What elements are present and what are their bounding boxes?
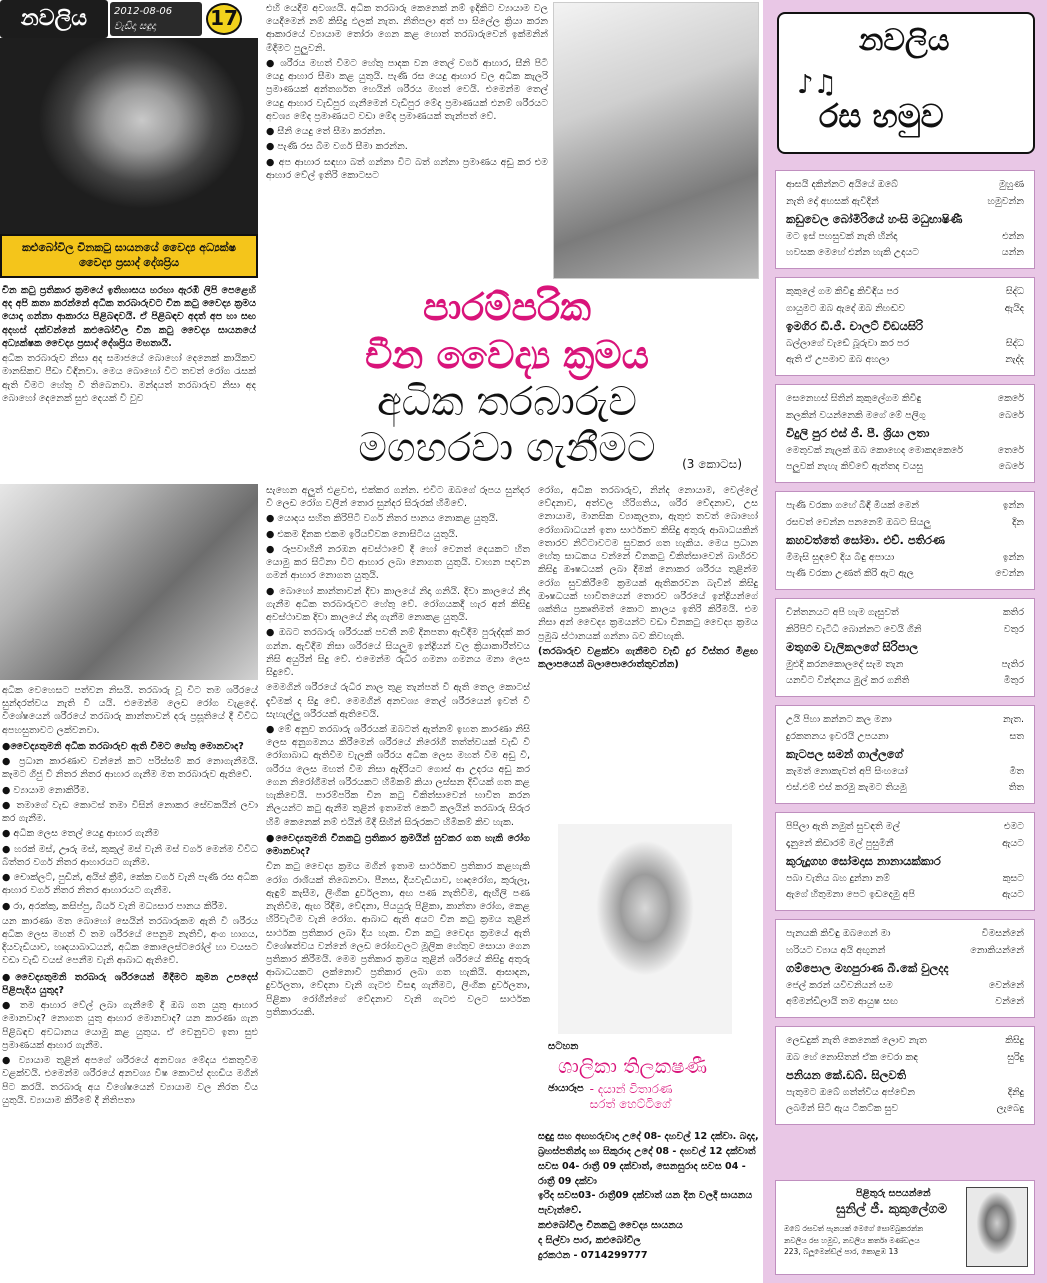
poem-line-rhyme: බෙරේ [998,461,1024,473]
paragraph: එහි යෙදීම අවශ්‍යයි. අධික තරබාරු කෙනෙක් නම් ඉදිකිට ව්‍යායාම වල යෙදීමෙන් නම් කිසිදු ඵලක් නැත. නිතිපලා අත් පා සිලේල ක්‍රියා කරන ආකාරයේ ව්‍යායාම තෝරා ගෙන කළ හොත් තරබාරුවෙන් ඉක්මනින් මිදීමට පුලුවනි. [266,3,548,54]
poem-line-text: දෑනුනේ කිඩාරම් මල් පුසුමිනී [786,837,894,849]
poem-line [786,352,1024,369]
paragraph: ● රූපවාහිනී නරඹන අවස්ථාවේ දී හෝ වෙනත් දෙයකට හිත යොමු කර සිටිනා විට ආහාර ලබා නොගත යුතුයි. වාහන පදවන ගමන් ආහාර නොගත යුතුයි. [266,543,530,582]
poem-line-text: කැමත් නොකැවත් අපි සිංහයෝ [786,765,908,777]
poem-line-rhyme: සුරිදු [1007,1051,1024,1063]
poem-line [786,994,1024,1011]
poem-line [786,780,1024,797]
poem-line-rhyme: නැත. [1002,714,1024,725]
info-line: කළුබෝවිල චීනකටු වෛද්‍ය සායනය [538,1220,683,1232]
column-c [538,484,758,820]
poem-line-rhyme: සත [1009,730,1024,742]
poem-line-text: පබා වැතිය බහ දුන්නා නම් [786,872,891,884]
poem-line-text: යනවිට වින්දනය මුල් කර ගනිති [786,675,910,687]
poem-line-text: පැණි වරකා උණත් කිරි ඇට ඇල [786,568,914,580]
poem-line [786,498,1024,515]
poem-line-rhyme: නොකියන්නේ [970,944,1024,956]
poem-line-rhyme: හමුවන්න [987,195,1024,207]
paragraph: ●වෛද්‍යතුමනි අධික තරබාරුව ඇති වීමට හේතු මොනවාද? [2,740,244,752]
column-b [266,484,530,1281]
poem-line-rhyme: ඉන්න [1002,551,1024,563]
poem-line-rhyme: මිතුර [1003,675,1024,687]
poem-box [775,170,1035,269]
poem-line [786,712,1024,729]
poem-line-text: ඔබ හේ නොසිතන් ඒක වෙරා කඳ [786,1051,918,1063]
issue-date: 2012-08-06 [114,6,173,17]
poem-line-text: අම්මන්ඩිලායි තම ආයුෂ සඟ [786,996,898,1008]
poem-line-text: ඇගේ හිතුමනා පෙට ඉඩදෙමු අපි [786,889,915,901]
poem-line-rhyme: බෙරේ [998,409,1024,421]
poem-line-rhyme: තිත [1008,782,1024,794]
poem-line-rhyme: ඇයිද [1004,302,1024,314]
poem-line-rhyme: එමට [1003,821,1024,832]
poem-line-text: කිරිපිට් වැටිධි බොන්නට වෙයි ගිනි [786,623,922,635]
poem-line-rhyme: විමසන්නේ [981,928,1024,939]
logo-bottom-text: රස හමුව [819,97,944,135]
credits [548,1040,758,1124]
poem-box [775,705,1035,804]
paragraph: ● ව්‍යායාම තුළින් අපගේ ශරීරයේ අනවශ්‍ය මේදය එකතුවීම වළක්වයි. එමෙන්ම ශරීරයේ අනවශ්‍ය විෂ කොටස් දහඩිය මගින් පිට කරයි. තරබාරු අය විශේෂයෙන් ව්‍යායාම වල නිරත විය යුතුයි. ව්‍යායාම කිරීමේ දී නිතිපතා [2,1055,258,1106]
poem-line-text: එස්.එම් එස් කරමු කැමට තියමු [786,782,907,794]
paragraph: ● තම ආහාර වේල් ලබා ගැනීමේ දී ඔබ ගත යුතු ආහාර මොනවාද? නොගත යුතු ආහාර මොනවාද? යන කාරණා ගැන පිළිබඳව අවධානය යොමු කළ යුතුය. ඒ වෙනුවට ඉතා සුළු ප්‍රමාණයක් ආහාර ගැනීම. [2,1000,258,1051]
author-photo [966,1187,1028,1267]
sign-label: පිළිතුරු සපයන්නේ [856,1188,931,1199]
headline [262,283,752,483]
poem-line [786,391,1024,408]
poem-line [786,887,1024,904]
paragraph: මෙමගින් ශරීරයේ රුධිර නාල තුළ තැන්පත් වී ඇති තෙල කොටස් දැවීමක් ද සිදු වේ. මෙමගින් අනවශ්‍ය තෙල් ශරීරයෙන් ඉවත් වී සැහැල්ලු ශරීරයක් ඇතිවෙයි. [266,682,530,720]
paragraph: ● එකම දිනක එකම ඉරියව්වක නොසිටිය යුතුයි. [266,528,458,540]
poem-line [786,1085,1024,1102]
poem-line-rhyme: සිද්ධ [1005,286,1024,297]
poem-line [786,978,1024,995]
poem-line [786,459,1024,476]
issue-day: වැඩිදා සඳුදා [114,21,156,32]
headline-line-1: පාරම්පරික [422,285,592,329]
poem-line-rhyme: සිද්ධ [1005,337,1024,349]
poem-line-text: දුරකතනය ඉවරයි උපයනා [786,730,889,742]
poem-line-text: උයි පිහා කන්නට කල මනා [786,714,892,725]
poem-author: කහවත්තේ සෝමා. එච්. පතිරණ [786,533,945,548]
paragraph: යන කාරණා මත බොහෝ සෙයින් තරබාරුකම ඇති වී ශරීරය අධික ලෙස මහත් වී තම ශරීරයේ පෙනුම නැතිවී, අංග හාගය, දියවැඩියාව, හෘදයාබාධයන්, අධික කොලෙස්ටරෝල් හා වයසට වඩා වැඩි වයස් පෙනීම වැනි ආබාධ ඇතිවේ. [2,915,258,967]
signature-box [775,1180,1035,1275]
group-photo [0,484,258,680]
paragraph: ● යොදය සහිත කිරිපිටි වර්ග නිතර පානය නොකළ යුතුයි. [266,513,499,525]
paragraph: ● අධික ලෙස තෙල් යෙදු ආහාර ගැනීම [2,828,160,840]
poem-line [786,943,1024,960]
paragraph: ●වෛද්‍යතුමනි චීනකටු ප්‍රතිකාර ක්‍රමයින් සුවකර ගත හැකි රෝග මොනවාද? [266,832,530,858]
poem-author: ඉමගිර ඩී.ජී. චාලට් විඩයසිරි [786,319,924,334]
headline-line-2: චීන වෛද්‍ය ක්‍රමය [365,333,649,377]
poem-line-text: පිපිලා ඇති නමුත් සුවඳති මල් [786,821,900,832]
paragraph: (තරබාරුව වළක්වා ගැනීමට වැඩි දුර විස්තර මීළඟ කලාපයෙන් බලාපොරොත්තුවන්න) [538,645,758,671]
poem-line [786,284,1024,301]
paragraph: ● පැණි රස බීම වර්ග සීමා කරන්න. [266,141,408,153]
poem-line [786,605,1024,622]
paragraph: ● හරක් මස්, ඌරු මස්, කුකුල් මස් වැනි මස් වර්ග මෙන්ම විවිධ බිත්තර වර්ග නිතර ආහාරයට ගැනීම. [2,843,258,868]
poem-line [786,443,1024,460]
poem-line-rhyme: මුහුණ [999,179,1024,190]
logo-top-text: නවලිය [859,23,950,58]
poem-line-text: පැනයකි කිවිඳු ඔබගෙන් මා [786,928,891,939]
poem-line-text: කලකින් වයන්නෙකි මගේ මේ පලිගු [786,409,926,421]
paragraph: ●වෛද්‍යතුමනි තරබාරු ශරීරයෙන් මිදීමට කුමන උපදෙස් පිළිපැදිය යුතුද? [2,971,258,996]
poem-box [775,277,1035,376]
poem-line-text: මීමැසි සුඳවේ දිය බිඳු අපායා [786,551,895,563]
poem-line [786,871,1024,888]
poem-line-rhyme: එන්න [1002,230,1024,242]
poem-line-text: මෙතුවක් නැලක් ඔබ කොහෙද මොකදකෙරේ [786,444,964,456]
poem-line [786,177,1024,194]
headline-line-3: අධික තරබාරුව [376,379,638,425]
poem-line [786,301,1024,318]
date-box [110,2,202,36]
poem-author: කඩුවෙල බෝමිරියේ හංසි මධුභාෂිණී [786,212,963,227]
doctor-caption: කළුබෝවිල චීනකටු සායනයේ වෛද්‍ය අධ්‍යක්ෂ වෛද්‍ය ප්‍රසාද් දේශප්‍රිය [0,234,258,278]
poem-line-text: කුකුලේ ගම කිවිඳු කිවිඳිය පර [786,286,899,297]
editor-label: සටහන [548,1041,579,1052]
poem-line [786,515,1024,532]
poem-line-text: පලුවක් නැහැ කිව්වේ ඇත්තද වයසු [786,461,924,473]
doctor-portrait-photo [0,38,258,234]
paragraph: ● මේ අනුව තරබාරු ශරීරයක් ඔබටත් ඇත්නම් ඉහත කාරණා නිසි ලෙස අනුගමනය කිරීමෙන් ශරීරයේ නිරෝගී තත්ත්වයක් වැඩි වී රෝගාබාධ ඇතිවීම වැලකී ශරීරය අධික ලෙස මහත් වීම අඩු වී, ශරීරය ලෙස මහත් වීම නිසා ඇදිරියට ගොස් ආ උදරය අඩු කර ගෙන නිරෝගීමත් ශරීරයකට හිමිකම් කියා ලස්සන දිවියක් ගත කළ හැකිවෙයි. පාරම්පරික චීන කටු චිකිත්සාවෙන් භාවිත කරන නිලයන්ට කටු ඇනීම තුළින් ඉතාමත් කෙටි කලයින් තරබාරු සිරුර හිමි කෙනෙක් නම් එයින් මිදී සිහින් සිරුරකට හිමිකම් කිව හැක. [266,723,530,828]
paragraph: ● බොහෝ කාන්තාවන් දිවා කාලයේ නිදා ගනියි. දිවා කාලයේ නිදා ගැනීම අධික තරබාරුවට හේතු වේ. රෝගයකදී හැර අන් කිසිදු අවස්ථාවක දිවා කාලයේ නිදා ගැනීම නොකළ යුතුයි. [266,585,530,624]
info-line: දුරකථන - 0714299777 [538,1249,648,1261]
poem-line-text: හවසක මෙහේ එන්න හැකි උදයට [786,247,920,259]
editor-name: ශාලිකා තිලකෂණී [558,1053,708,1078]
paragraph: රෝග, අධික තරබාරුව, නින්ද නොයාම, වෙල්ලේ වේදනාව, අත්වල හිරිගතිය, ශරීර වේදනාව, උස නොයාම, මානසික ව්‍යාකූලතා, ඇතුළු තවත් බොහෝ රෝගාබාධයන් ඉතා සාර්ථකව කිසිදු අතුරු ආබාධයකින් තොරව නිට්ටාවටම සුවකර ගත හැකිය. මෙය ප්‍රධාන හේතු සාධකය වන්නේ චීනකටු චිකිත්සාවෙන් බාහිරව කිසිදු ඖෂධයක් ලබා දීමක් නොකර ශරීරය තුළින්ම රෝග සුවකිරීමේ ක්‍රමයක් ඇතිකරවන බැවින් කිසිදු ඖෂධයක් භාවිතයෙන් තොරව ශරීරයේ ඉන්ද්‍රියන්ගේ ශක්තිය ප්‍රකෘතිමත් කොට කාලය ඉතිරි කිරීමයි. එම නිසා අන් වෛද්‍ය ක්‍රමයන්ට වඩා චීනකටු වෛද්‍ය ක්‍රමය ප්‍රමුඛ ස්ථානයක් ගන්නා බව කිවහැකි. [538,485,758,642]
paragraph: ● රා, අරක්කු, කසිප්පු, බියර් වැනි මධ්‍යසාර පානය කිරීම. [2,900,228,912]
poem-line-rhyme: ඇයට [1002,837,1024,849]
poem-line-text: රසවත් වෙන්න පනනෙම් ඔබට සියලු [786,516,931,528]
paragraph: ● චොක්ලට්, පුඩින්, අයිස් ක්‍රීම්, කේක වර්ග වැනි පැණි රස අධික ආහාර වර්ග නිතර නිතර ආහාරයට ගැනීම. [2,872,258,897]
poem-line [786,657,1024,674]
poem-line-rhyme: යන්න [1001,247,1024,259]
poem-line-rhyme: මිත [1009,765,1024,777]
poem-line-rhyme: නැද්ද [1005,354,1024,366]
poem-line-text: ලෙඩදුක් නැති කෙනෙක් ලොව නැත [786,1035,927,1046]
paragraph: ● ප්‍රධාන කාරණාව වන්නේ කට පරිස්සම් කර නොගැනීමයි. කෑමට ගිජු වී නිතර නිතර ආහාර ගැනීම මත තරබාරුව ඇතිවේ. [2,756,258,781]
poem-line-rhyme: වෙන්න [995,568,1024,580]
poem-line [786,336,1024,353]
poem-author: කැටපල සමන් ගාල්ලගේ [786,747,903,762]
photo-label: ඡායාරූප [548,1082,584,1094]
poem-line-rhyme: වන්නේ [995,996,1024,1008]
poem-line-rhyme: ඉන්න [1002,500,1024,511]
poem-line-text: පැතුමට ඔබේ ගත්ත්විය අප්වේන [786,1086,915,1098]
info-line: ද සිල්වා පාර, කළුබෝවිල [538,1235,641,1247]
poem-line [786,1101,1024,1118]
poem-line-text: ආසයි දකින්නට අයියේ ඔබේ [786,179,898,190]
info-line: සඳුදු සහ අඟහරුවාදා උදේ 08- දහවල් 12 දක්වා. බදාද, බ්‍රහස්පතින්දා හා සිකුරාද උදේ 08 - දහවල් 12 දක්වාත් සවස 04- රාත්‍රී 09 දක්වාත්, සෙනසුරාද සවස 04 - රාත්‍රී 09 දක්වා [538,1131,759,1187]
music-notes-icon: ♪♫ [797,70,837,100]
poem-line [786,550,1024,567]
poem-box [775,1026,1035,1125]
poem-line-text: මට ඉස් පහසුවක් නැති හින්දා [786,230,898,242]
poem-author: ගම්පොල මහපුරාණ බී.කේ වුලදද [786,961,949,976]
poem-box [775,812,1035,911]
paragraph: අධික වෙහෙසට පත්වන නිසයි. තරබාරු වූ විට තම ශරීරයේ සුන්දරත්වය නැති වී යයි. එමෙන්ම ලෙඩ රෝග වැළදේ. විශේෂයෙන් ශරීරයේ තරබාරු කාන්තාවන් දරු ප්‍රසූතියේ දී විවිධ අපහසුතාවට ලක්වනවා. [2,685,258,736]
paragraph: අධික තරබාරුව නිසා අද සමාජයේ බොහෝ දෙනෙක් කායිකව මානසිකව පීඩා විඳිනවා. මෙය බොහෝ විට තවත් රෝග රැසක් ඇති වීමට හේතු වී තිබෙනවා. මන්දයත් තරබාරුව නිසා අද බොහෝ දෙනෙක් සුළු දෙයක් වී වුව [2,353,256,404]
poem-line-rhyme: වෙන්නේ [988,979,1024,991]
model-photo [558,824,732,1034]
poem-line-text: සෙනෙහස් සිතින් කුකුලේගම කිවිඳු [786,393,922,404]
poem-line [786,229,1024,246]
poem-line-text: මුළුදි කරනකොලදේ සැම තැන [786,658,904,670]
poem-line-text: පැණි වරකා ගහේ බිඳී මියක් මෙන් [786,500,920,511]
poem-line [786,245,1024,262]
poem-line-rhyme: කුසට [1002,872,1024,884]
sign-name: සුනිල් ජී. කුකුලේගම [836,1202,948,1217]
poem-line-text: චින්තනයට අපි හැම ගැසුවත් [786,607,899,618]
poem-line [786,622,1024,639]
headline-line-4: මගහරවා ගැනීමට [358,425,656,471]
paragraph: ● අප ආහාර සඳහා බත් ගන්නා විට බත් ගන්නා ප්‍රමාණය අඩු කර එම ආහාර වේල් ඉතිරි කොටසට [266,156,548,181]
column-left-bottom [2,684,258,1281]
right-panel [763,0,1047,1283]
paragraph: ● ඔබට තරබාරු ශරීරයක් පවතී නම් දිනපතා ඇවිදීම පුරුද්දක් කර ගන්න. ඇවිදීම නිසා ශරීරයේ සියලුම ඉන්ද්‍රියන් වල ක්‍රියාකාරීත්වය නිසි අයුරින් සිදු වේ. එමෙන්ම රුධිර ගමනා ගමනය මනා ලෙස සිදුවේ. [266,627,530,679]
poem-box [775,384,1035,483]
poem-line-rhyme: වතුර [1003,623,1024,635]
paragraph: ● තමාගේ වැඩ කොටස් තමා විසින් නොකර සේවකයින් ලවා කර ගැනීම. [2,799,258,825]
paragraph: ● ශරීරය මහත් වීමට හේතු පාදක වන තෙල් වර්ග ආහාර, සීනි පිටි යෙදු ආහාර සීමා කළ යුතුයි. පැණි රස යෙදු ආහාර වල අධික කැලරි ප්‍රමාණයක් අන්තර්ගත හෙයින් ශරීරය මහත් වෙයි. එමෙන්ම තෙල් යෙදු ආහාර වැඩිපුර ගැනීමෙන් වැඩිපුර මේද ප්‍රමාණයක් එනම් ශරීරයට අවශ්‍ය මේද ප්‍රමාණයට වඩා මේද ප්‍රමාණයක් තැන්පත් වේ. [266,57,548,122]
masthead [0,0,258,38]
poem-line-text: හරියට ව්‍යාය අයි අඟුනන් [786,944,886,956]
poem-line [786,408,1024,425]
info-line: ඉරිද සවස03- රාත්‍රී09 දක්වාත් යන දින වලදී සායනය පැවැත්වේ. [538,1190,753,1217]
poem-box [775,919,1035,1018]
poem-box [775,598,1035,697]
poem-line [786,729,1024,746]
poem-line-text: ඇති ඒ උපමාව ඔබ අහලා [786,354,890,366]
poem-line-rhyme: දිනිදු [1007,1086,1024,1098]
poem-box [775,491,1035,590]
poem-line-rhyme: කෙරේ [997,393,1024,404]
paragraph: ● සීනි යෙදු තේ සීමා කරන්න. [266,126,386,138]
poem-line [786,926,1024,943]
poem-line [786,764,1024,781]
poem-line-rhyme: දින [1012,516,1024,528]
poem-line-rhyme: කිසිදු [1005,1035,1024,1046]
column-a-top [266,2,548,277]
brand-logo: නවලිය [0,0,108,38]
poem-line [786,566,1024,583]
poem-line [786,819,1024,836]
poem-line-rhyme: තෙරේ [997,444,1024,456]
poem-line-text: නැති දෝ අහසක් ඇවිදින් [786,195,879,207]
poem-line-rhyme: කතිර [1002,607,1024,618]
poem-line-text: බල්ලාගේ වැඩේ බූරුවා කර පර [786,337,910,349]
poem-line-rhyme: ලැබෙදු [996,1103,1024,1115]
poem-line-text: ගායුමට ඔබ ඇදේ ඔබ නිහඬව [786,302,906,314]
paragraph: චීන කටු ප්‍රතිකාර ක්‍රමයේ ඉතිහාසය හරහා ඇරඹී ලිපි පෙළෙහි අද අපි කතා කරන්නේ අධික තරබාරුවට චීන කටු වෛද්‍ය ක්‍රමය යොදා ගන්නා ආකාරය පිළිබඳවයි. ඒ පිළිබඳව අදත් අප හා සඟ අදහස් දක්වන්නේ කළුබෝවිල චීන කටු වෛද්‍ය සායනයේ අධ්‍යක්ෂක වෛද්‍ය ප්‍රසාද් දේශප්‍රිය මහතායි. [2,285,256,349]
paragraph: චීන කටු වෛද්‍ය ක්‍රමය මගින් ඉතාම සාර්ථකව ප්‍රතිකාර කළහැකි රෝග රාශියක් තිබෙනවා. පීනස, දියවැඩියාව, හෘදරෝග, කුරුලෑ, ඇඳුම් කැසීම, ලිංගික දුර්වලතා, අඟ පණ නැතිවීම, ඇඟිලි පණ නැතිවීම, ඇඟ රිදීම, වේදනා, පියයුරු පිළිකා, කාන්තා රෝග, කෙළ හිරිවැටීම වැනි රෝග. ආබාධ ඇති අයට චීන කටු ක්‍රමය තුළින් සාර්ථක ප්‍රතිකාර ලබා දිය හැක. චීන කටු වෛද්‍ය ක්‍රමයේ ඇති විශේෂත්වය වන්නේ ලෙඩ රෝගවලට මූලික හේතුව සොයා ගෙන ප්‍රතිකාර කිරීමයි. මෙම ප්‍රතිකාර ක්‍රමය තුළින් ශරීරයේ කිසිදු අතුරු ආබාධයකට ලක්නොවී ප්‍රතිකාර ලබා ගත හැකියි. ආසාදන, දුර්වලතා, වේදනා වැනි ගැටළු විසඳා ගැනීමට, ලිංගික දුර්වලතා, පිළිකා රෝගීන්ගේ වේදනාව වැනි ගැටළු වලට සාර්ථක ප්‍රතිකාරයකි. [266,861,530,1018]
paragraph: ● ව්‍යායාම නොකිරීම. [2,784,90,796]
poem-author: පනියන කේ.ඩබ්. සිලවති [786,1068,907,1083]
part-number: (3 කොටස) [682,457,742,471]
rasa-hamuwa-logo [777,12,1035,154]
poem-line-text: ජෙල් කරන් යවිවනියන් සම [786,979,893,991]
poem-line [786,836,1024,853]
sign-address: ඔබේ රසවත් පැනයක් මෙගේ සොම්බුකරන්න නවලිය රස හමුව, නවලිය කර්තෘ මණ්ඩලය 223, බ්ලූමෙන්ඩ්ල් පාර, කොළඹ 13 [784,1224,924,1257]
poem-line [786,194,1024,211]
paragraph: සැහෙන අලුත් එළවළු, එක්කර ගන්න. එවිට ඔබගේ රූපය සුන්දර වී ලෙඩ රෝග වලින් තොර සුන්දර සිරුරක් හිමිවේ. [266,485,530,510]
poem-line-rhyme: පැතිර [1001,658,1024,670]
poem-line-rhyme: ඇයට [1002,889,1024,901]
clinic-info-box [538,1130,760,1280]
poem-line-text: ලබමින් සිටි ඇය ටිකට්ක සුව [786,1103,899,1115]
page-number-badge: 17 [206,3,242,35]
poem-author: කුරුදූගහ සෝමදාස නානායක්කාර [786,854,941,869]
poem-line [786,1050,1024,1067]
couple-ring-photo [553,2,759,279]
column-left-top [2,284,256,480]
poem-author: මතුගම වැලිකලගේ සිරිපාල [786,640,919,655]
poem-line [786,673,1024,690]
poem-author: විදුලි පුර එස් ජී. පී. ශ්‍රියා ලතා [786,426,930,441]
photo-names: - දයාන් විතාරණ සරත් හෙට්ටිගේ [589,1081,673,1111]
poem-line [786,1033,1024,1050]
